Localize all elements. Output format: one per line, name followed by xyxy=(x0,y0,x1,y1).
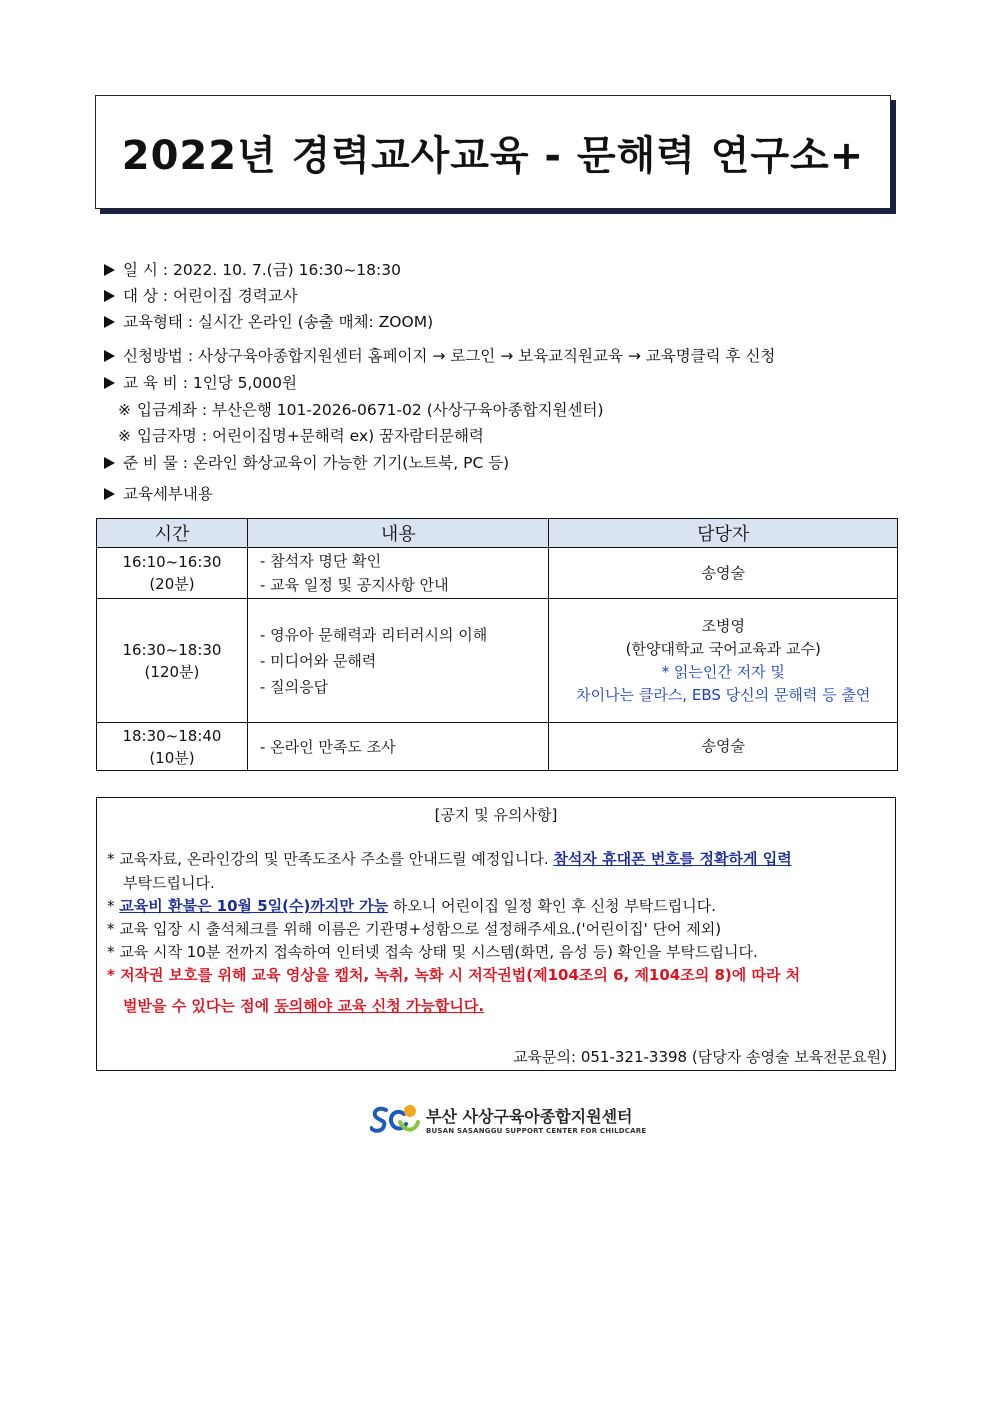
triangle-bullet-icon xyxy=(104,264,115,276)
center-logo-icon xyxy=(370,1102,420,1136)
notice-item-2: * 교육비 환불은 10월 5일(수)까지만 가능 하오니 어린이집 일정 확인 후 신청 부탁드립니다. xyxy=(107,897,717,915)
header-person: 담당자 xyxy=(549,519,898,548)
table-row xyxy=(97,548,898,599)
info-fee: 교 육 비 : 1인당 5,000원 xyxy=(104,371,297,393)
note-mark-icon: ※ xyxy=(118,427,131,445)
triangle-bullet-icon xyxy=(104,316,115,328)
triangle-bullet-icon xyxy=(104,350,115,362)
schedule-table xyxy=(96,518,898,771)
info-date: 일 시 : 2022. 10. 7.(금) 16:30~18:30 xyxy=(104,258,401,280)
notice-item-1: * 교육자료, 온라인강의 및 만족도조사 주소를 안내드릴 예정입니다. 참석자 휴대폰 번호를 정확하게 입력 xyxy=(107,850,792,868)
person-note: * 읽는인간 저자 및 xyxy=(661,662,785,681)
page-title: 2022년 경력교사교육 - 문해력 연구소+ xyxy=(121,132,865,179)
person-note: 차이나는 클라스, EBS 당신의 문해력 등 출연 xyxy=(576,685,871,704)
triangle-bullet-icon xyxy=(104,377,115,389)
title-box xyxy=(95,95,891,209)
table-header-row xyxy=(97,519,898,548)
person-cell: 송영술 xyxy=(549,548,898,599)
triangle-bullet-icon xyxy=(104,488,115,500)
info-details-heading: 교육세부내용 xyxy=(104,482,213,504)
triangle-bullet-icon xyxy=(104,290,115,302)
triangle-bullet-icon xyxy=(104,457,115,469)
table-row xyxy=(97,599,898,723)
person-cell: 송영술 xyxy=(549,723,898,771)
notice-item-5: * 저작권 보호를 위해 교육 영상을 캡처, 녹취, 녹화 시 저작권법(제104조의 6, 제104조의 8)에 따라 처 xyxy=(107,966,801,984)
note-mark-icon: ※ xyxy=(118,401,131,419)
footer-logo xyxy=(370,1102,646,1136)
info-account: ※ 입금계좌 : 부산은행 101-2026-0671-02 (사상구육아종합지원센터) xyxy=(118,401,604,419)
notice-item-4: * 교육 시작 10분 전까지 접속하여 인터넷 접속 상태 및 시스템(화면, 음성 등) 확인을 부탁드립니다. xyxy=(107,943,758,961)
content-cell: - 온라인 만족도 조사 xyxy=(247,723,549,771)
content-cell: - 영유아 문해력과 리터러시의 이해 - 미디어와 문해력 - 질의응답 xyxy=(247,599,549,723)
notice-box xyxy=(96,797,896,1071)
notice-item-3: * 교육 입장 시 출석체크를 위해 이름은 기관명+성함으로 설정해주세요.('어린이집' 단어 제외) xyxy=(107,920,722,938)
time-cell: 18:30~18:40 (10분) xyxy=(97,723,248,771)
table-row xyxy=(97,723,898,771)
info-depositor: ※ 입금자명 : 어린이집명+문해력 ex) 꿈자람터문해력 xyxy=(118,427,484,445)
time-cell: 16:30~18:30 (120분) xyxy=(97,599,248,723)
header-time: 시간 xyxy=(97,519,248,548)
header-content: 내용 xyxy=(247,519,549,548)
contact-info: 교육문의: 051-321-3398 (담당자 송영술 보육전문요원) xyxy=(513,1048,887,1066)
footer-center-english: BUSAN SASANGGU SUPPORT CENTER FOR CHILDCARE xyxy=(426,1126,647,1135)
info-materials: 준 비 물 : 온라인 화상교육이 가능한 기기(노트북, PC 등) xyxy=(104,451,509,473)
info-target: 대 상 : 어린이집 경력교사 xyxy=(104,284,298,306)
notice-item-1-cont: 부탁드립니다. xyxy=(123,874,215,892)
time-cell: 16:10~16:30 (20분) xyxy=(97,548,248,599)
notice-title: [공지 및 유의사항] xyxy=(434,806,558,824)
notice-item-5-cont: 벌받을 수 있다는 점에 동의해야 교육 신청 가능합니다. xyxy=(123,997,485,1015)
content-cell: - 참석자 명단 확인 - 교육 일정 및 공지사항 안내 xyxy=(247,548,549,599)
footer-center-name: 부산 사상구육아종합지원센터 xyxy=(426,1106,633,1126)
info-format: 교육형태 : 실시간 온라인 (송출 매체: ZOOM) xyxy=(104,310,433,332)
info-apply-method: 신청방법 : 사상구육아종합지원센터 홈페이지 → 로그인 → 보육교직원교육 → 교육명클릭 후 신청 xyxy=(104,344,775,366)
person-cell: 조병영 (한양대학교 국어교육과 교수) * 읽는인간 저자 및 차이나는 클라스, EBS 당신의 문해력 등 출연 xyxy=(549,599,898,723)
